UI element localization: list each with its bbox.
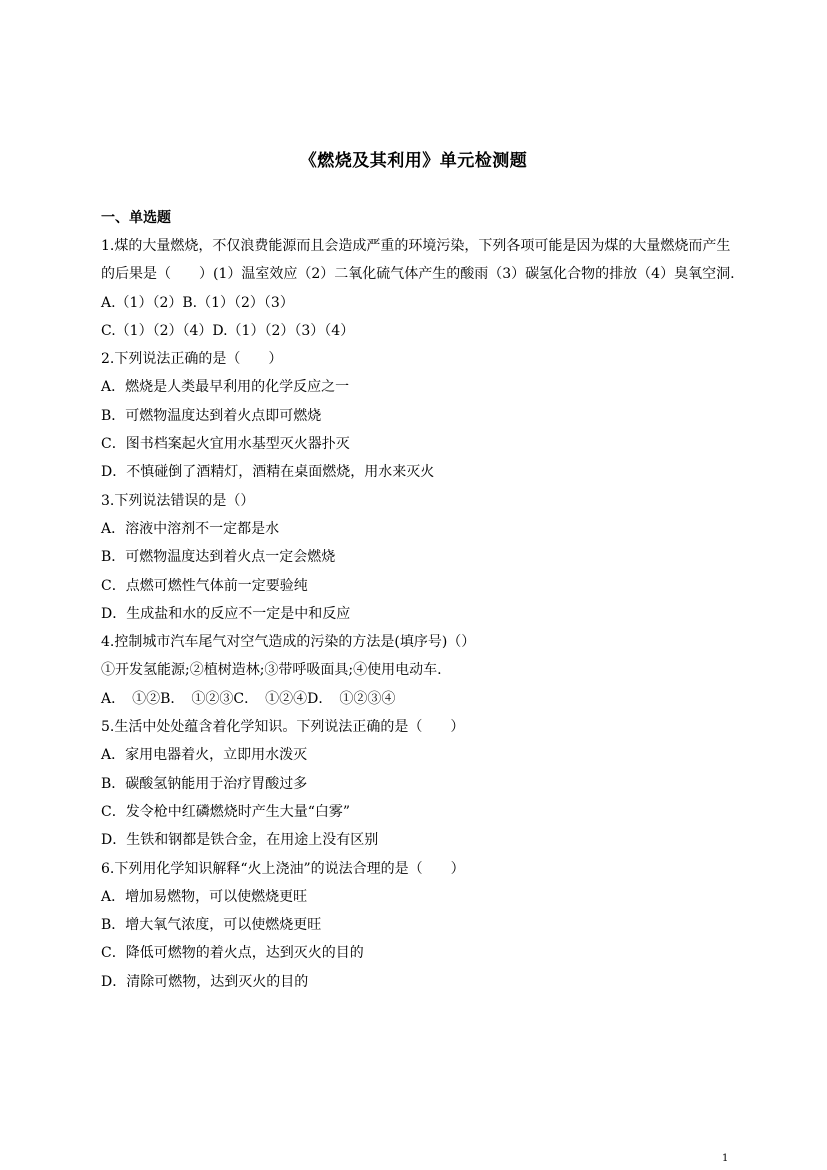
- question-option: B．碳酸氢钠能用于治疗胃酸过多: [101, 775, 308, 792]
- question-option: D．生成盐和水的反应不一定是中和反应: [101, 605, 351, 622]
- question-6: [101, 855, 741, 996]
- question-option: C．降低可燃物的着火点，达到灭火的目的: [101, 945, 364, 962]
- question-stem: 4.控制城市汽车尾气对空气造成的污染的方法是(填序号)（）: [101, 634, 476, 651]
- question-option: B．增大氧气浓度，可以使燃烧更旺: [101, 917, 322, 934]
- question-option: B．可燃物温度达到着火点即可燃烧: [101, 407, 322, 424]
- question-option: D．清除可燃物，达到灭火的目的: [101, 973, 309, 990]
- page-number: 1: [722, 1153, 729, 1164]
- question-option: A．家用电器着火，立即用水泼灭: [101, 747, 308, 764]
- question-2: [101, 345, 741, 486]
- question-option: C.（1）（2）（4）D.（1）（2）（3）（4）: [101, 322, 355, 339]
- question-option: A．燃烧是人类最早利用的化学反应之一: [101, 379, 350, 396]
- question-option: A．溶液中溶剂不一定都是水: [101, 520, 280, 537]
- question-stem: 5.生活中处处蕴含着化学知识。下列说法正确的是（ ）: [101, 719, 465, 736]
- question-option: D．不慎碰倒了酒精灯，酒精在桌面燃烧，用水来灭火: [101, 464, 435, 481]
- question-option: C．发令枪中红磷燃烧时产生大量“白雾”: [101, 803, 351, 820]
- question-4: [101, 628, 741, 713]
- question-option: A．增加易燃物，可以使燃烧更旺: [101, 888, 308, 905]
- question-stem: 3.下列说法错误的是（）: [101, 492, 255, 509]
- question-3: [101, 487, 741, 628]
- question-1: [101, 232, 741, 345]
- question-option: B．可燃物温度达到着火点一定会燃烧: [101, 549, 336, 566]
- question-option: A.（1）（2）B.（1）（2）（3）: [101, 294, 294, 311]
- question-subitems: ①开发氢能源;②植树造林;③带呼吸面具;④使用电动车.: [101, 662, 442, 679]
- question-stem: 2.下列说法正确的是（ ）: [101, 351, 283, 368]
- question-stem: 1.煤的大量燃烧，不仅浪费能源而且会造成严重的环境污染，下列各项可能是因为煤的大量燃烧而产生的后果是（ ）(1）温室效应（2）二氧化硫气体产生的酸雨（3）碳氢化合物的排放（4）臭氧空洞.: [101, 238, 735, 283]
- question-option: D．生铁和钢都是铁合金，在用途上没有区别: [101, 832, 379, 849]
- question-list: [101, 204, 741, 996]
- document-title: 《燃烧及其利用》单元检测题: [299, 151, 528, 171]
- question-5: [101, 713, 741, 854]
- question-option: C．图书档案起火宜用水基型灭火器扑灭: [101, 436, 350, 453]
- section-heading: 一、单选题: [101, 210, 171, 226]
- question-option: C．点燃可燃性气体前一定要验纯: [101, 577, 308, 594]
- question-option: A． ①②B． ①②③C． ①②④D． ①②③④: [101, 690, 396, 707]
- question-stem: 6.下列用化学知识解释“火上浇油”的说法合理的是（ ）: [101, 860, 465, 877]
